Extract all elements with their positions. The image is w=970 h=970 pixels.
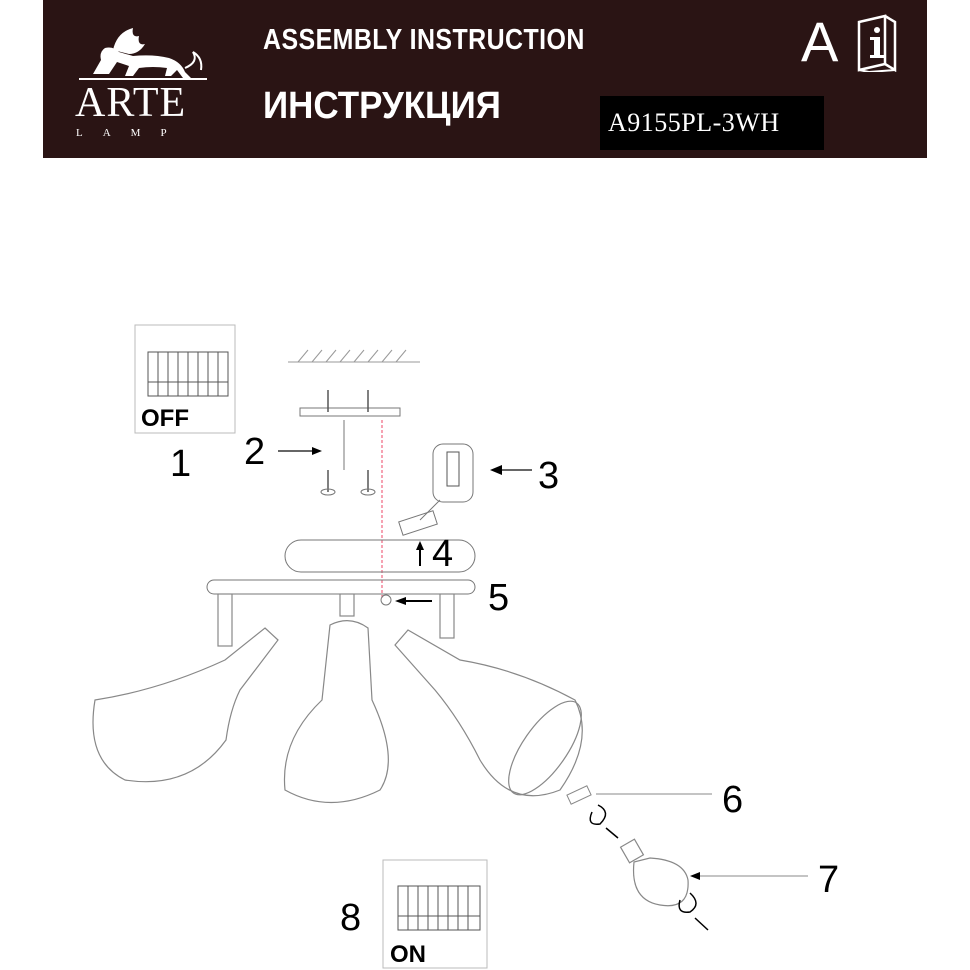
fixture-bar bbox=[207, 580, 475, 594]
breaker-off-panel bbox=[135, 325, 235, 433]
arrow-head-4 bbox=[416, 541, 424, 550]
language-letter: A bbox=[801, 10, 839, 73]
lamp-shades bbox=[93, 594, 595, 806]
breaker-on-panel bbox=[383, 860, 487, 968]
switch-on-label: ON bbox=[390, 941, 426, 968]
step-number-1: 1 bbox=[170, 443, 192, 485]
mounting-bracket bbox=[300, 390, 400, 600]
step-number-7: 7 bbox=[818, 859, 840, 901]
step-number-8: 8 bbox=[340, 897, 362, 939]
step-number-3: 3 bbox=[538, 455, 560, 497]
arrow-head-3 bbox=[490, 465, 502, 475]
arrow-6 bbox=[606, 828, 618, 838]
model-number: A9155PL-3WH bbox=[600, 96, 824, 150]
rotate-arrow-6 bbox=[590, 805, 605, 824]
terminal-block-callout bbox=[399, 444, 473, 535]
cover-ring bbox=[567, 786, 591, 804]
ceiling bbox=[288, 350, 420, 362]
light-bulb bbox=[621, 839, 689, 906]
arrow-head-7 bbox=[690, 872, 700, 880]
title-english: ASSEMBLY INSTRUCTION bbox=[263, 24, 585, 56]
arrow-head-2 bbox=[312, 447, 322, 455]
step-number-2: 2 bbox=[244, 431, 266, 473]
brand-name: ARTE bbox=[75, 80, 187, 126]
fixing-nut bbox=[381, 595, 391, 605]
step-number-6: 6 bbox=[722, 779, 744, 821]
title-russian: ИНСТРУКЦИЯ bbox=[263, 85, 501, 127]
rotate-arrow-7 bbox=[679, 893, 696, 912]
arrow-7 bbox=[695, 918, 708, 930]
arrow-head-5 bbox=[395, 597, 406, 605]
switch-off-label: OFF bbox=[141, 405, 189, 432]
step-number-4: 4 bbox=[432, 533, 454, 575]
brand-subtitle: LAMP bbox=[76, 127, 187, 139]
step-number-5: 5 bbox=[488, 577, 510, 619]
